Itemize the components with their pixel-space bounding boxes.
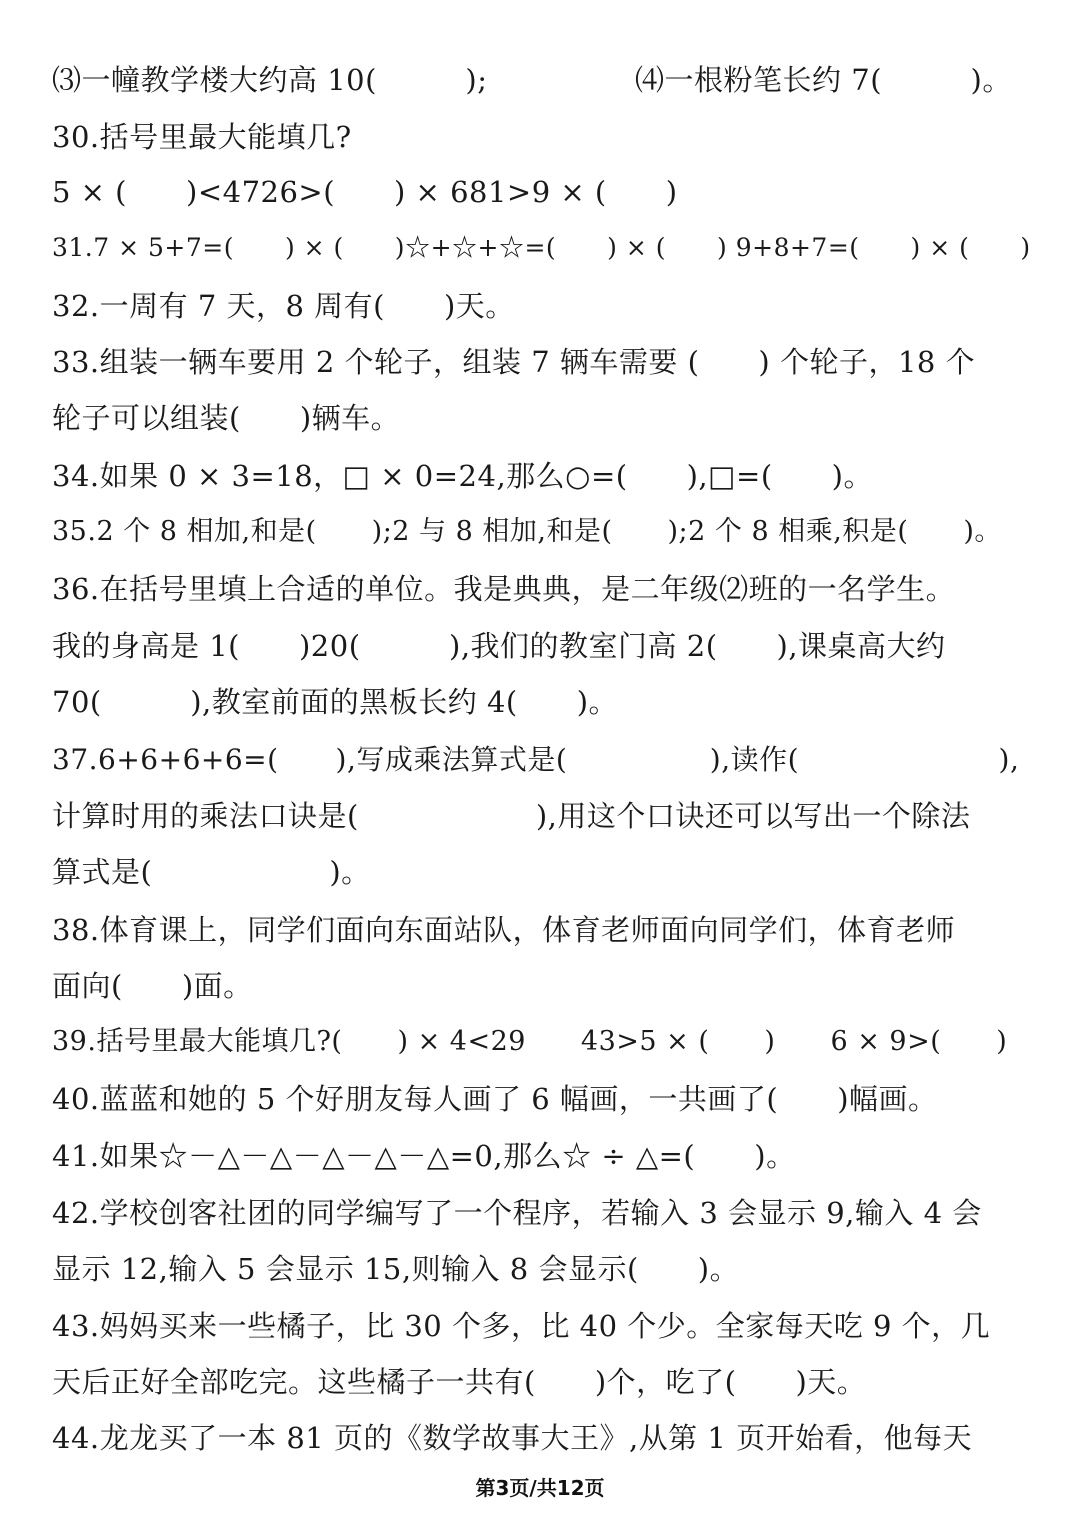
question-37-line-2: 计算时用的乘法口诀是( ),用这个口诀还可以写出一个除法 <box>52 799 971 833</box>
question-30-heading: 30.括号里最大能填几? <box>52 120 352 154</box>
question-40-line: 40.蓝蓝和她的 5 个好朋友每人画了 6 幅画，一共画了( )幅画。 <box>52 1082 938 1116</box>
question-36-line-2: 我的身高是 1( )20( ),我们的教室门高 2( ),课桌高大约 <box>52 629 946 663</box>
question-41-line: 41.如果☆－△－△－△－△－△=0,那么☆ ÷ △=( )。 <box>52 1139 796 1173</box>
question-42-line-1: 42.学校创客社团的同学编写了一个程序，若输入 3 会显示 9,输入 4 会 <box>52 1196 982 1230</box>
question-36-line-3: 70( ),教室前面的黑板长约 4( )。 <box>52 685 619 719</box>
question-44-line-1: 44.龙龙买了一本 81 页的《数学故事大王》,从第 1 页开始看，他每天 <box>52 1421 973 1455</box>
question-36-line-1: 36.在括号里填上合适的单位。我是典典，是二年级⑵班的一名学生。 <box>52 572 956 606</box>
question-33-line-1: 33.组装一辆车要用 2 个轮子，组装 7 辆车需要 ( ) 个轮子，18 个 <box>52 345 976 379</box>
question-39-line: 39.括号里最大能填几?( ) × 4<29 43>5 × ( ) 6 × 9>( ) <box>52 1026 1008 1057</box>
question-29-part-3-4-line: ⑶一幢教学楼大约高 10( ); ⑷一根粉笔长约 7( )。 <box>52 63 1012 97</box>
question-43-line-2: 天后正好全部吃完。这些橘子一共有( )个，吃了( )天。 <box>52 1365 867 1399</box>
question-38-line-2: 面向( )面。 <box>52 969 253 1003</box>
question-32-line: 32.一周有 7 天，8 周有( )天。 <box>52 289 515 323</box>
question-42-line-2: 显示 12,输入 5 会显示 15,则输入 8 会显示( )。 <box>52 1252 740 1286</box>
page-number-footer: 第3页/共12页 <box>475 1476 605 1500</box>
question-33-line-2: 轮子可以组装( )辆车。 <box>52 401 401 435</box>
question-37-line-3: 算式是( )。 <box>52 855 371 889</box>
question-38-line-1: 38.体育课上，同学们面向东面站队，体育老师面向同学们，体育老师 <box>52 913 956 947</box>
question-30-expression: 5 × ( )<4726>( ) × 681>9 × ( ) <box>52 175 678 209</box>
question-37-line-1: 37.6+6+6+6=( ),写成乘法算式是( ),读作( ), <box>52 743 1020 776</box>
question-34-line: 34.如果 0 × 3=18，□ × 0=24,那么○=( ),□=( )。 <box>52 459 873 493</box>
question-31-line: 31.7 × 5+7=( ) × ( )☆+☆+☆=( ) × ( ) 9+8+7=( ) × ( ) <box>52 233 1031 262</box>
question-43-line-1: 43.妈妈买来一些橘子，比 30 个多，比 40 个少。全家每天吃 9 个，几 <box>52 1309 991 1343</box>
question-35-line: 35.2 个 8 相加,和是( );2 与 8 相加,和是( );2 个 8 相乘,积是( )。 <box>52 516 1002 547</box>
